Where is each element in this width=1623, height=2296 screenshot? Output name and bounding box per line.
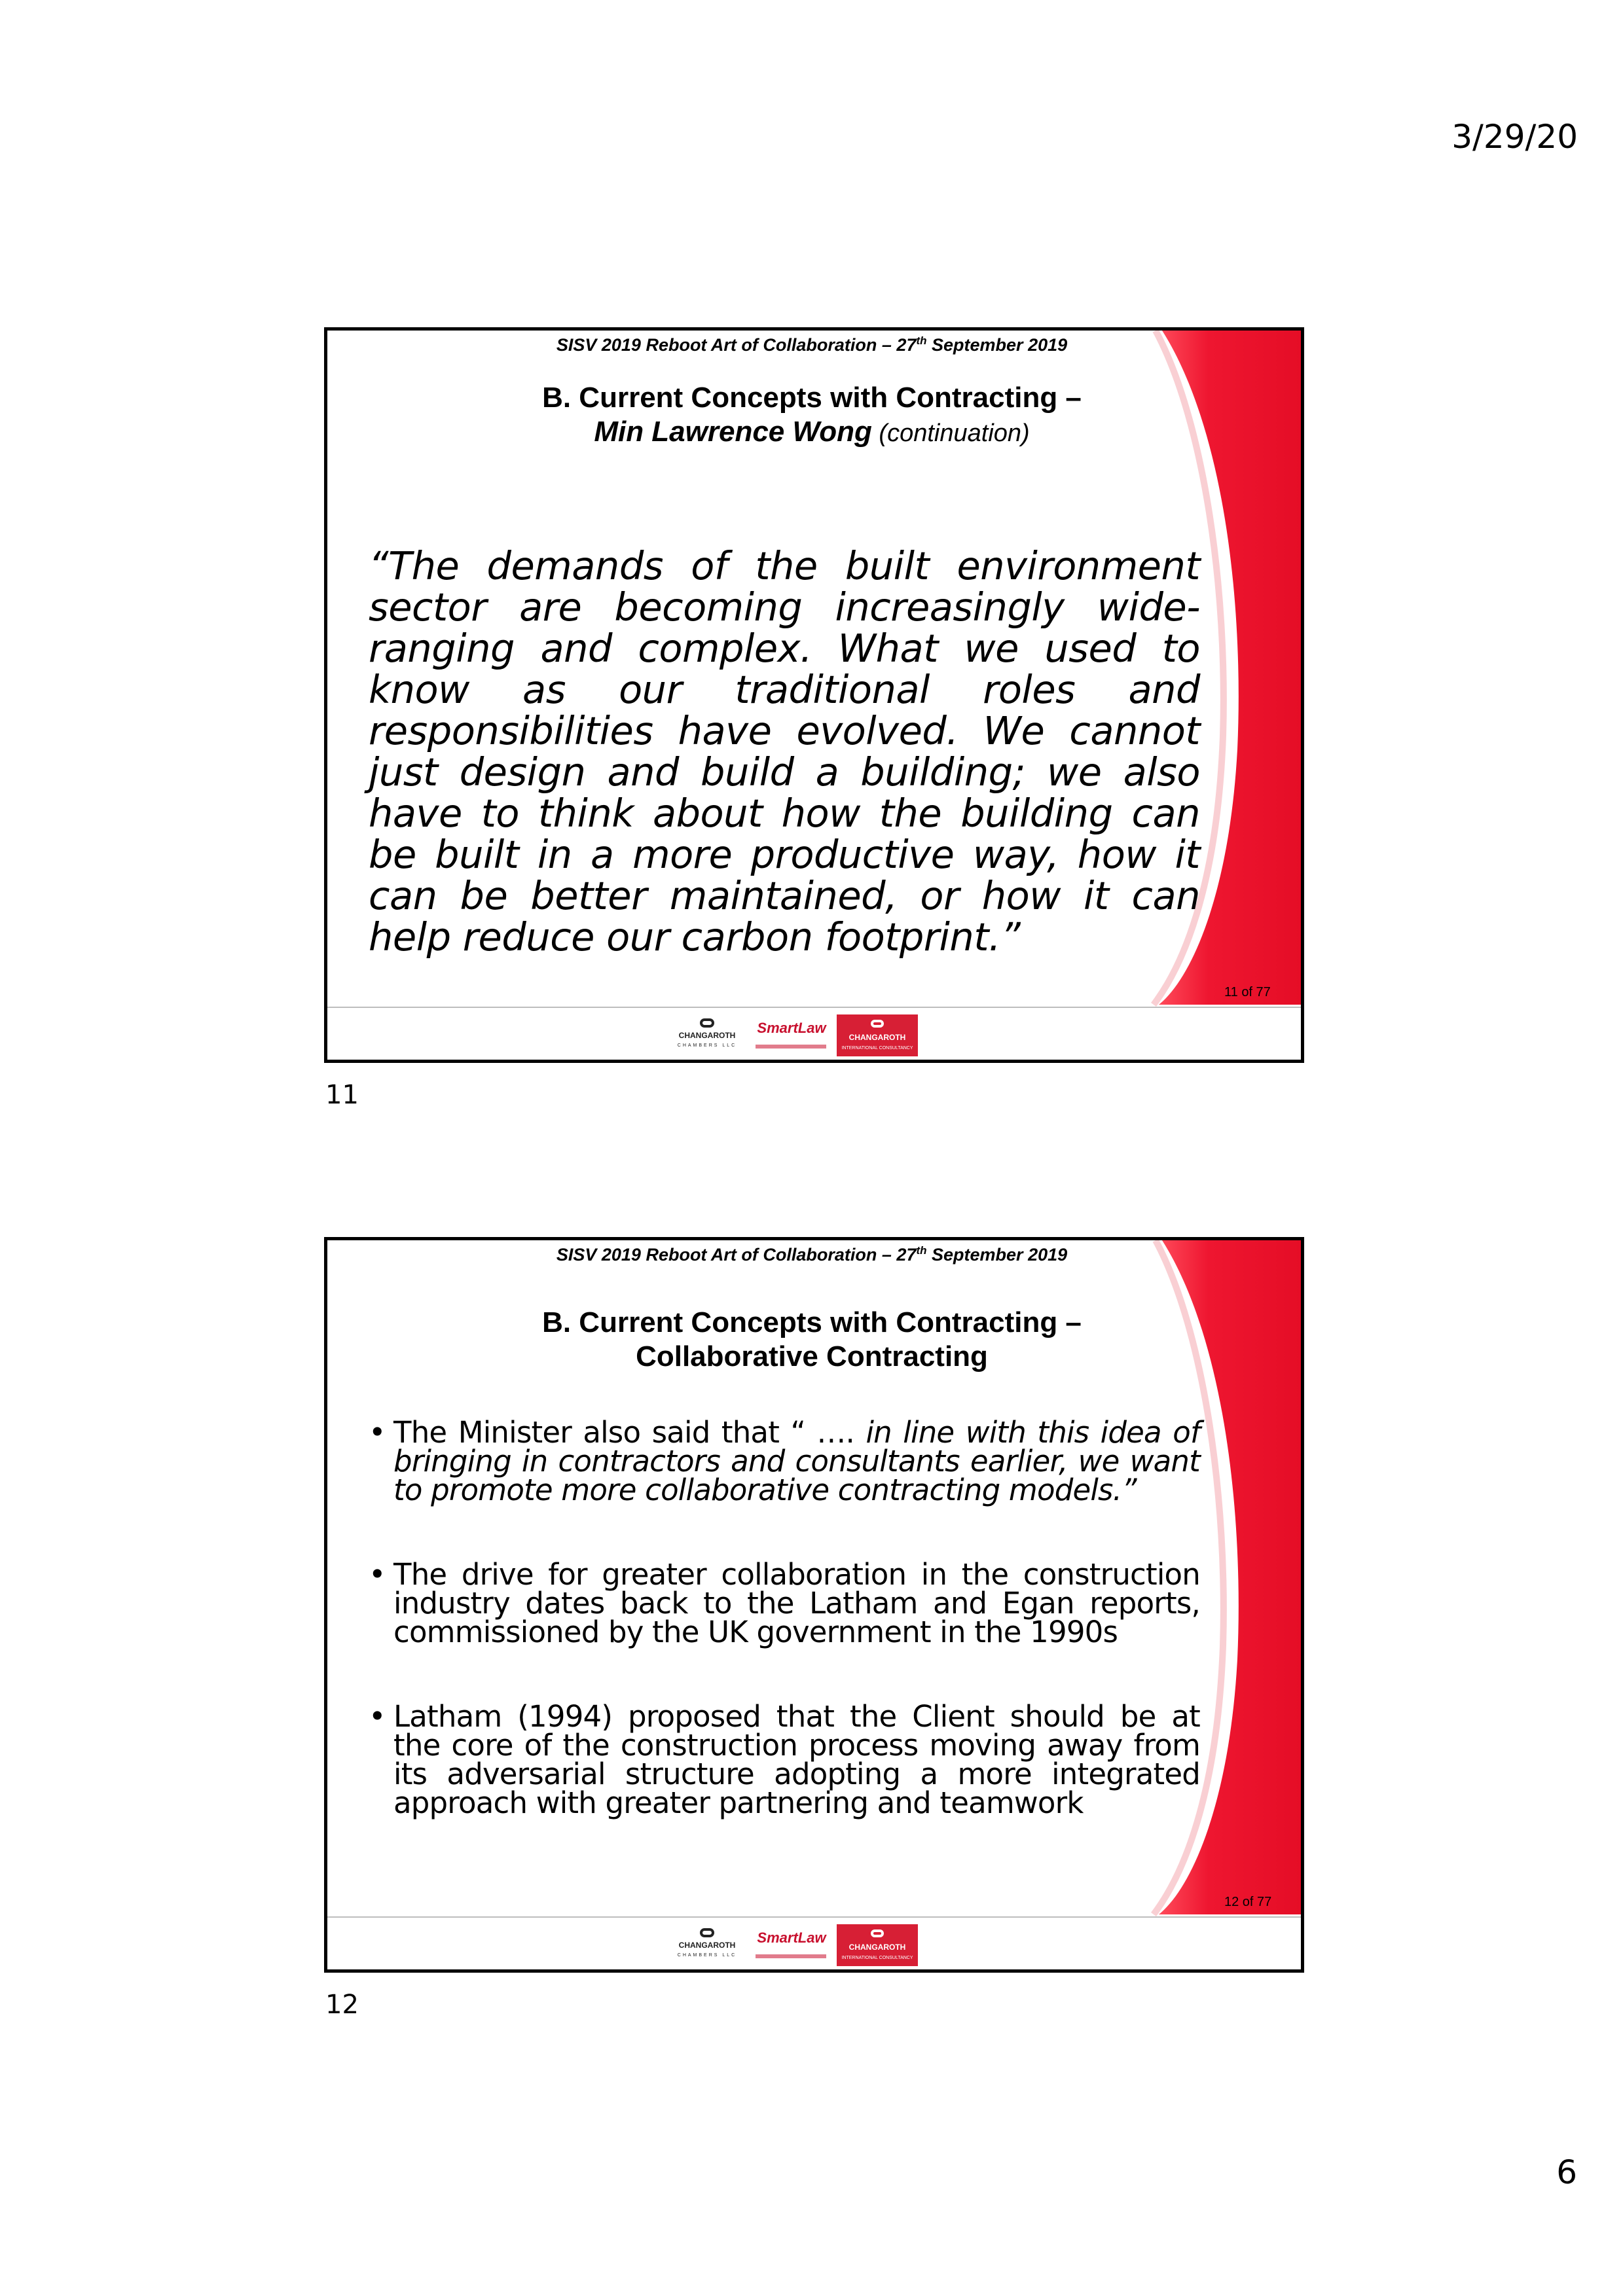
footer-divider: [327, 1007, 1301, 1008]
slide-title: B. Current Concepts with Contracting – Min Lawrence Wong (continuation): [542, 382, 1082, 448]
slide-title: B. Current Concepts with Contracting – Collaborative Contracting: [542, 1306, 1082, 1372]
slide-12: [324, 1237, 1304, 1973]
changaroth-international-logo: CHANGAROTH INTERNATIONAL CONSULTANCY: [837, 1924, 918, 1966]
footer-logos: [668, 1924, 918, 1967]
bullet-item: • The Minister also said that “ …. in line with this idea of bringing in contractors and consultants earlier, we want to promote more collaborative contracting models.”: [369, 1415, 1200, 1507]
slide-counter: 11 of 77: [1224, 985, 1271, 999]
page-date: 3/29/20: [1451, 118, 1578, 156]
page-number: 6: [1556, 2153, 1577, 2191]
quote-text: “The demands of the built environment sector are becoming increasingly wide-ranging and complex. What we used to know as our traditional roles and responsibilities have evolved. We cannot just design and build a building; we also have to think about how the building can be built in a more productive way, how it can be better maintained, or how it can help reduce our carbon footprint.”: [369, 543, 1200, 960]
slide-11: [324, 327, 1304, 1063]
slide-header: SISV 2019 Reboot Art of Collaboration – 27th September 2019: [556, 1244, 1068, 1265]
bullet-list: [369, 1415, 1200, 1873]
smartlaw-logo: SmartLaw: [753, 1924, 830, 1965]
smartlaw-logo: SmartLaw: [753, 1014, 830, 1055]
slide-label-11: 11: [325, 1080, 359, 1110]
slide-label-12: 12: [325, 1990, 359, 2020]
footer-logos: [668, 1014, 918, 1058]
footer-divider: [327, 1916, 1301, 1918]
slide-counter: 12 of 77: [1224, 1895, 1272, 1909]
changaroth-chambers-logo: CHANGAROTH CHAMBERS LLC: [668, 1924, 746, 1965]
changaroth-chambers-logo: CHANGAROTH CHAMBERS LLC: [668, 1014, 746, 1055]
slide-header: SISV 2019 Reboot Art of Collaboration – 27th September 2019: [556, 334, 1068, 355]
changaroth-international-logo: CHANGAROTH INTERNATIONAL CONSULTANCY: [837, 1014, 918, 1056]
bullet-item: • The drive for greater collaboration in the construction industry dates back to the Latham and Egan reports, commissioned by the UK government in the 1990s: [369, 1557, 1200, 1649]
bullet-item: • Latham (1994) proposed that the Client should be at the core of the construction process moving away from its adversarial structure adopting a more integrated approach with greater partnering and teamwork: [369, 1699, 1200, 1820]
